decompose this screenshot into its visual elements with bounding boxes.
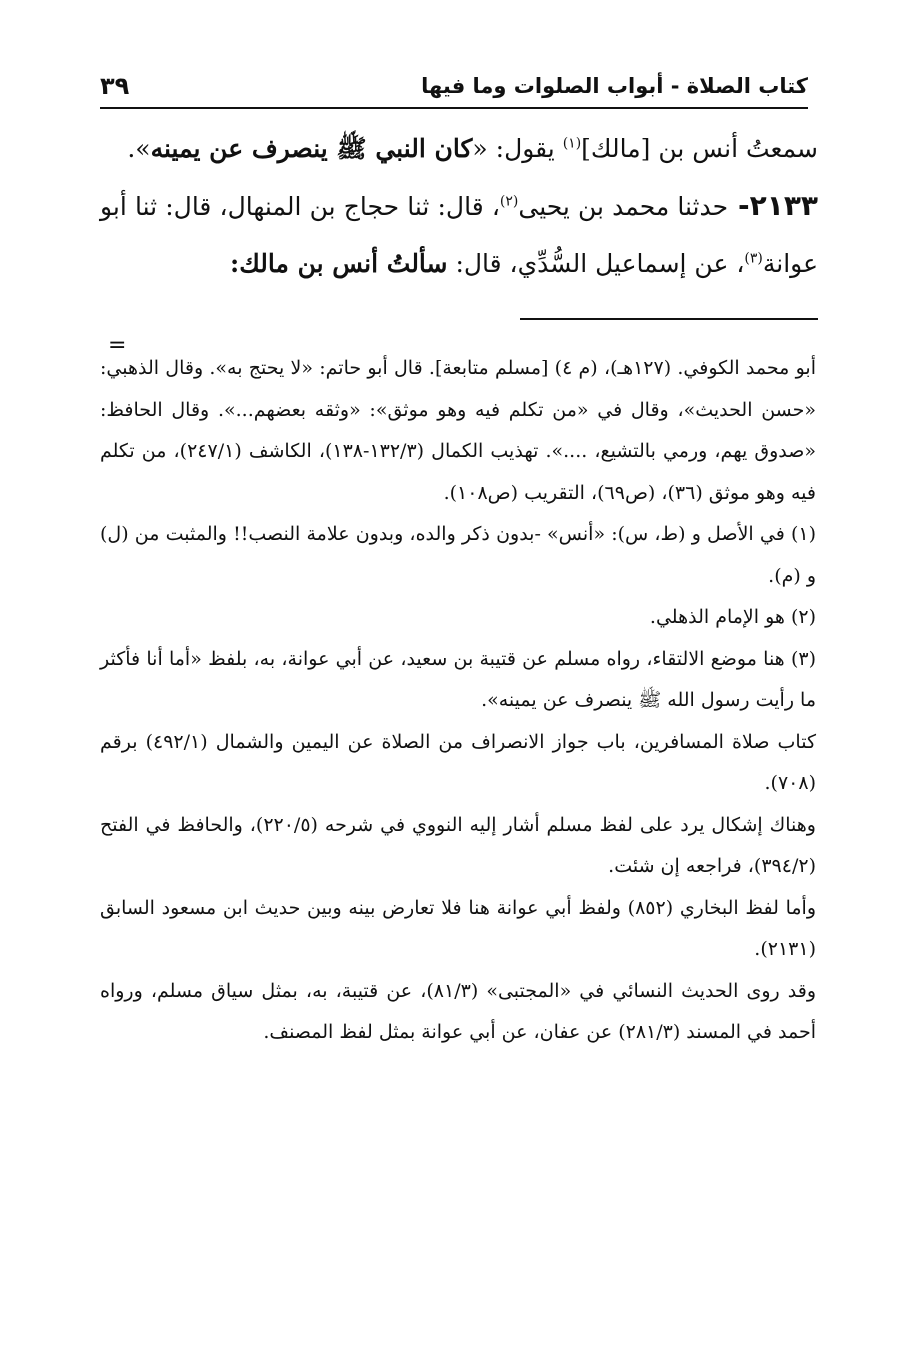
hadith-2133: [100, 177, 818, 292]
running-header: [100, 66, 808, 106]
text-span: سمعتُ أنس بن [مالك]: [581, 134, 818, 163]
header-rule: [100, 107, 808, 109]
footnote-ref-1: (١): [562, 135, 582, 152]
hadith-number: ٢١٣٣-: [728, 189, 819, 222]
page-number: ٣٩: [100, 72, 130, 100]
hadith-quote: سألتُ أنس بن مالك:: [229, 249, 448, 278]
text-span: يقول: «: [472, 134, 563, 163]
continuation-mark: =: [108, 333, 127, 358]
footnote-separator: [520, 318, 818, 320]
text-span: ».: [127, 134, 151, 163]
footnote-3-para-4: وقد روى الحديث النسائي في «المجتبى» (٨١/٣)، عن قتيبة، به، بمثل سياق مسلم، ورواه أحمد في المسند (٢٨١/٣) عن عفان، عن أبي عوانة بمثل لفظ المصنف.: [100, 979, 816, 1043]
text-span: حدثنا محمد بن يحيى: [518, 192, 729, 221]
text-span: ، قال: ثنا حجاج بن المنهال، قال: ثنا أبو عوانة: [100, 192, 818, 278]
footnote-ref-3: (٣): [744, 250, 763, 267]
main-text: [100, 120, 818, 292]
footnote-3-para-2: وهناك إشكال يرد على لفظ مسلم أشار إليه النووي في شرحه (٢٢٠/٥)، والحافظ في الفتح (٣٩٤/٢)، فراجعه إن شئت.: [100, 813, 816, 877]
hadith-quote: كان النبي ﷺ ينصرف عن يمينه: [150, 134, 473, 163]
main-line-1: [100, 120, 818, 177]
footnote-continued: أبو محمد الكوفي. (١٢٧هـ)، (م ٤) [مسلم متابعة]. قال أبو حاتم: «لا يحتج به». وقال الذهبي: «حسن الحديث»، وقال في «من تكلم فيه وهو موثق»: «وثقه بعضهم...». وقال الحافظ: «صدوق يهم، ورمي بالتشيع، ....». تهذيب الكمال (١٣٢/٣-١٣٨)، الكاشف (٢٤٧/١)، من تكلم فيه وهو موثق (٣٦)، (ص٦٩)، التقريب (ص١٠٨).: [100, 357, 816, 504]
footnotes: [100, 348, 816, 1054]
footnote-1: (١) في الأصل و (ط، س): «أنس» -بدون ذكر والده، وبدون علامة النصب!! والمثبت من (ل) و (م).: [100, 523, 816, 587]
text-span: ، عن إسماعيل السُّدِّي، قال:: [447, 249, 745, 278]
footnote-3-para-3: وأما لفظ البخاري (٨٥٢) ولفظ أبي عوانة هنا فلا تعارض بينه وبين حديث ابن مسعود السابق (٢١٣١).: [100, 896, 816, 960]
footnote-ref-2: (٢): [499, 193, 519, 210]
footnote-2: (٢) هو الإمام الذهلي.: [649, 606, 816, 628]
footnote-3-para-1: كتاب صلاة المسافرين، باب جواز الانصراف من الصلاة عن اليمين والشمال (٤٩٢/١) برقم (٧٠٨).: [100, 730, 816, 794]
header-title: كتاب الصلاة - أبواب الصلوات وما فيها: [421, 74, 808, 98]
footnote-3: (٣) هنا موضع الالتقاء، رواه مسلم عن قتيبة بن سعيد، عن أبي عوانة، به، بلفظ «أما أنا فأكثر ما رأيت رسول الله ﷺ ينصرف عن يمينه».: [100, 647, 816, 711]
